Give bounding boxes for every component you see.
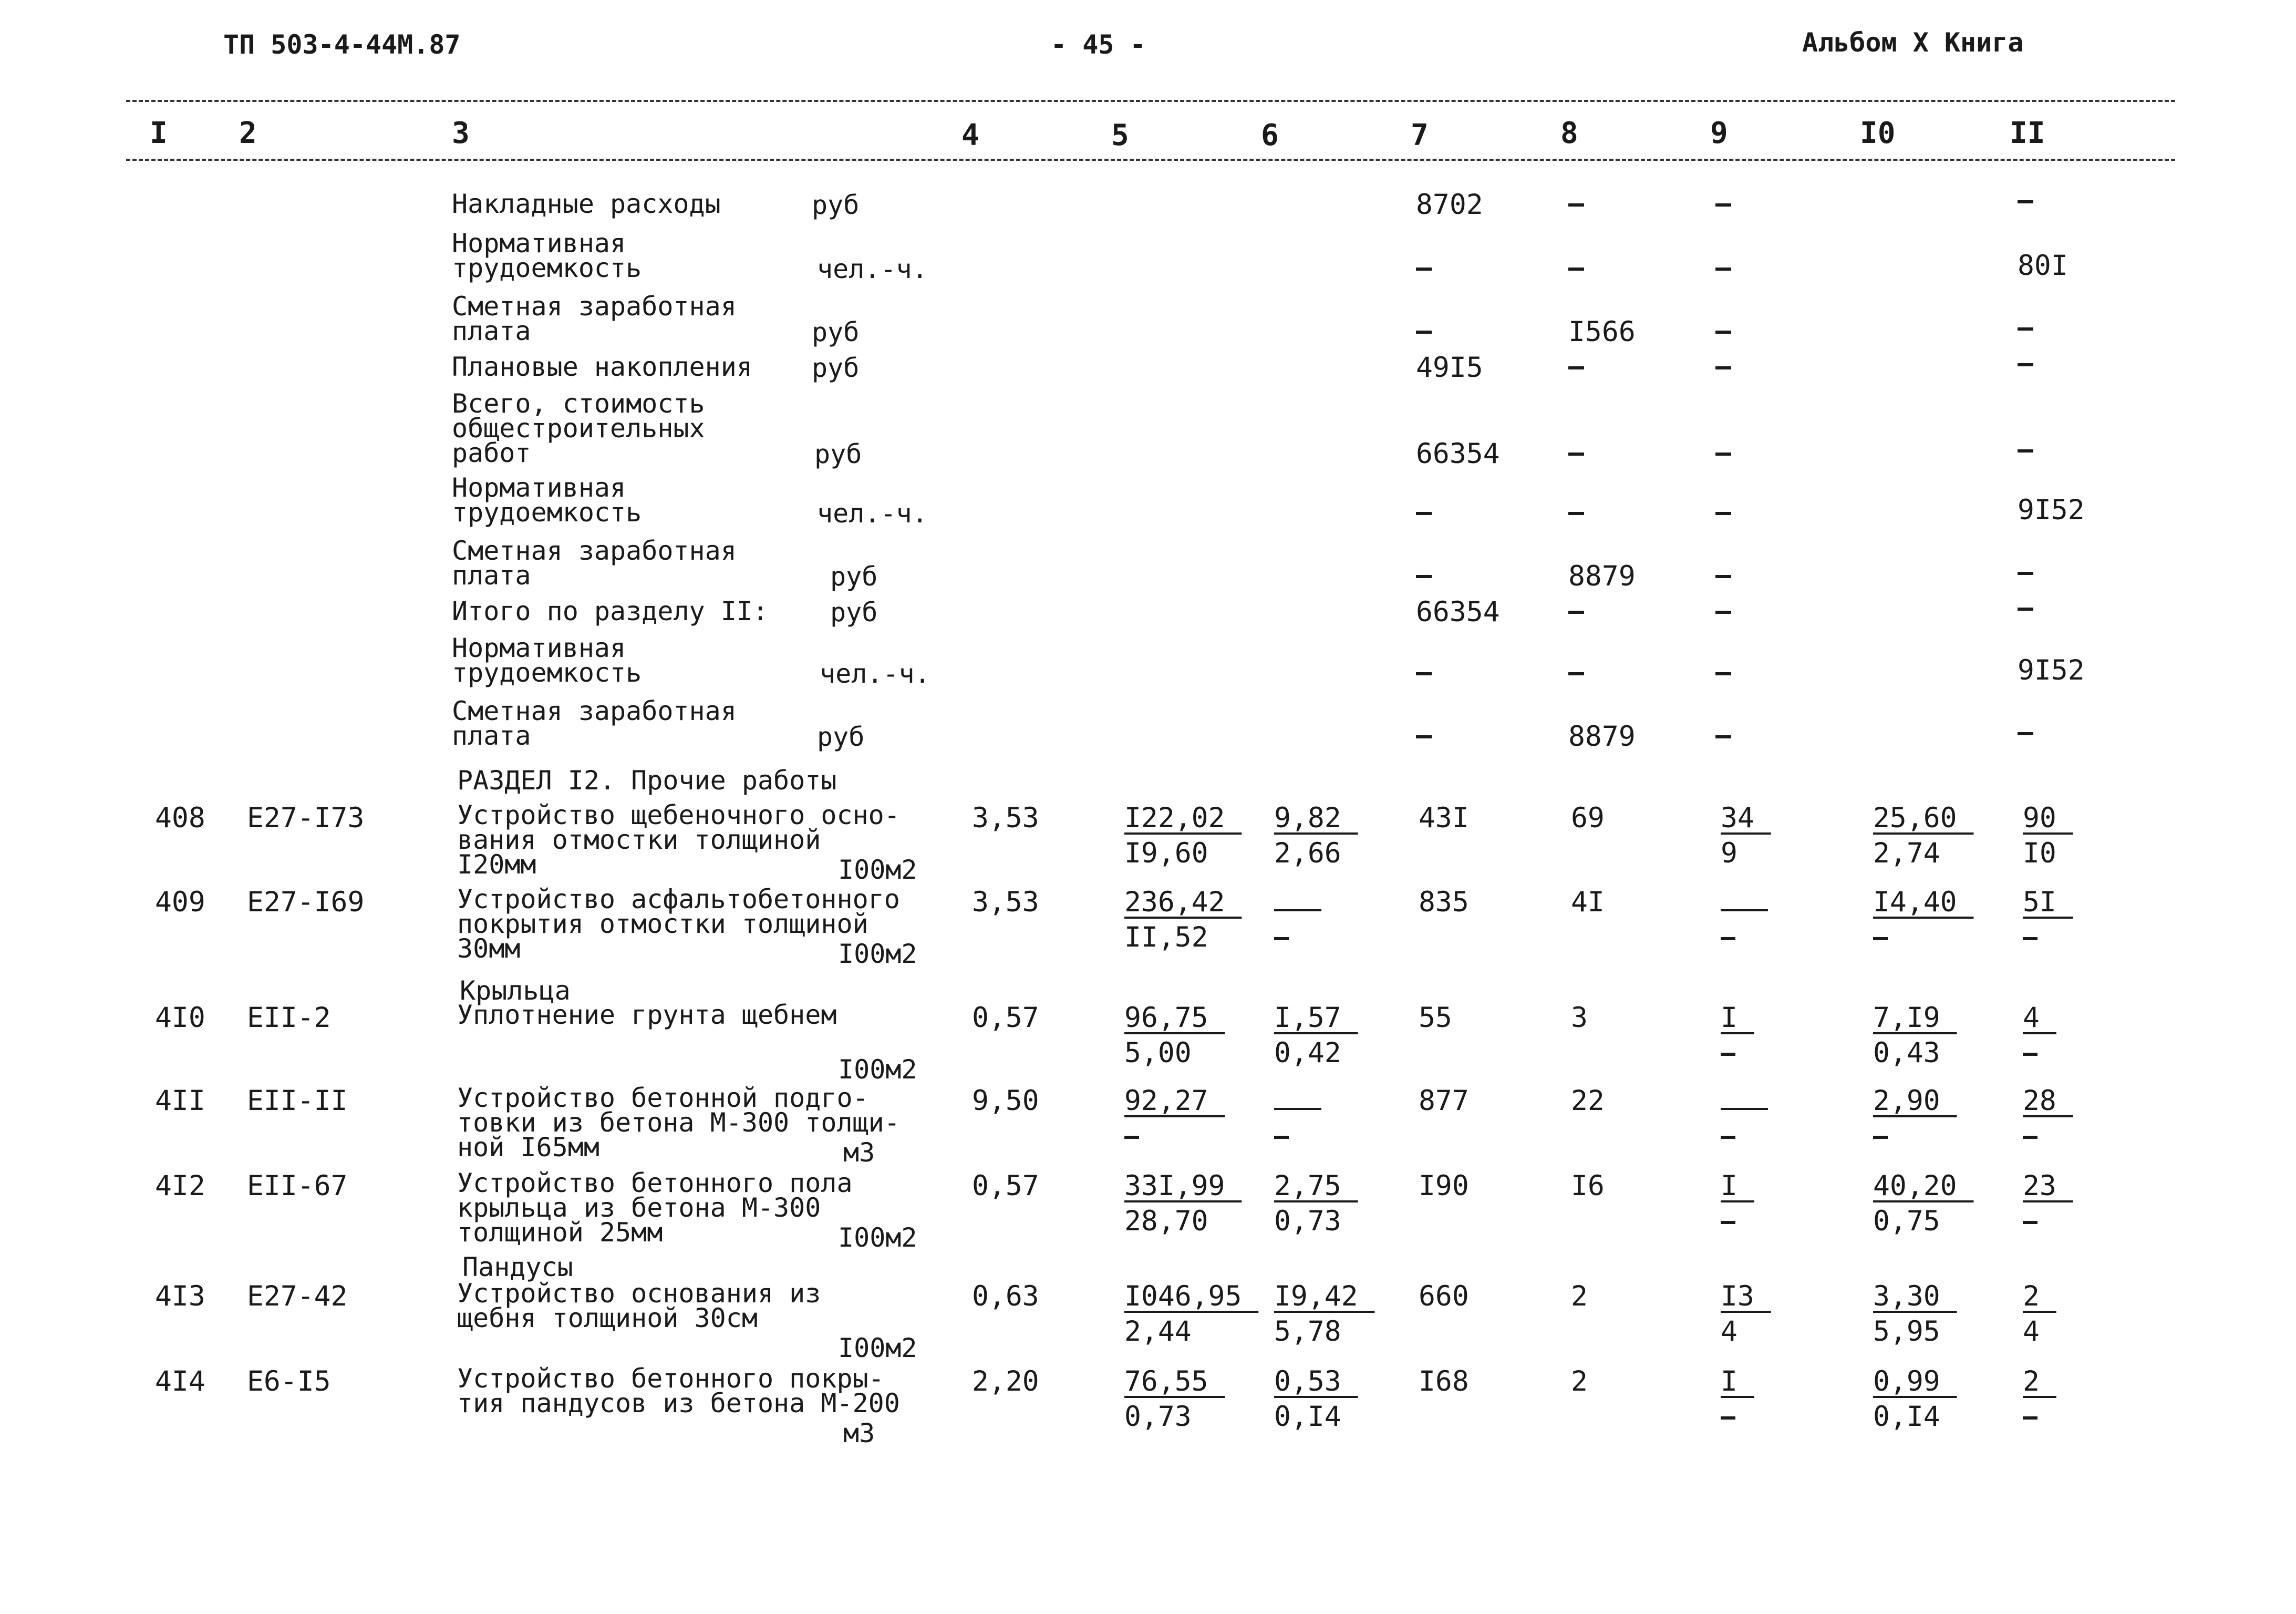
item-col11 — [2023, 1365, 2056, 1431]
summary-col11: 9I52 — [2018, 494, 2085, 526]
item-col10-numerator: I4,40 — [1873, 886, 1974, 918]
item-number: 4I3 — [155, 1280, 205, 1312]
item-col6 — [1274, 1004, 1358, 1067]
summary-col11: 9I52 — [2018, 654, 2085, 686]
summary-col11 — [2018, 327, 2033, 331]
item-col11-numerator: 90 — [2023, 802, 2073, 834]
summary-col11 — [2018, 608, 2033, 611]
summary-col7: 49I5 — [1416, 352, 1483, 384]
item-col6-denominator: 0,42 — [1274, 1037, 1341, 1069]
item-col8: I6 — [1571, 1170, 1605, 1202]
item-col5-denominator: 5,00 — [1124, 1037, 1192, 1069]
item-code: Е27-I73 — [247, 802, 365, 834]
item-col9-numerator — [1721, 888, 1768, 916]
summary-label: Сметная заработная плата — [452, 536, 737, 591]
summary-col7 — [1416, 735, 1432, 738]
item-col8: 3 — [1571, 1002, 1588, 1034]
item-col10-denominator: 0,I4 — [1873, 1401, 1940, 1433]
item-col9 — [1721, 1004, 1754, 1067]
item-col11-denominator — [2023, 1207, 2073, 1235]
item-col6-numerator — [1274, 888, 1321, 916]
summary-col7: 66354 — [1416, 438, 1500, 470]
subhead-ramps: Пандусы — [462, 1252, 573, 1282]
item-col9-denominator — [1721, 1122, 1768, 1150]
col-header-2: 2 — [239, 116, 257, 150]
col-header-4: 4 — [961, 118, 979, 152]
item-col11-denominator: I0 — [2023, 837, 2056, 869]
item-col7: I90 — [1419, 1170, 1469, 1202]
item-description: Устройство щебеночного осно- вания отмостки толщиной I20мм — [457, 800, 900, 880]
item-col6 — [1274, 1087, 1321, 1150]
item-quantity: 2,20 — [972, 1365, 1039, 1397]
item-number: 4I4 — [155, 1365, 205, 1397]
item-col9-numerator: I — [1721, 1365, 1754, 1397]
item-col9 — [1721, 1280, 1771, 1348]
summary-col9 — [1715, 366, 1731, 369]
item-col5-numerator: 96,75 — [1124, 1002, 1225, 1034]
item-code: Е27-42 — [247, 1280, 348, 1312]
item-col10-numerator: 40,20 — [1873, 1170, 1974, 1202]
item-col9-denominator — [1721, 1403, 1754, 1431]
summary-col9 — [1715, 575, 1731, 578]
item-description: Устройство бетонной подго- товки из бетона М-300 толщи- ной I65мм — [457, 1083, 900, 1163]
summary-col9 — [1715, 268, 1731, 271]
item-col6 — [1274, 1172, 1358, 1235]
item-col9 — [1721, 888, 1768, 951]
item-col6-numerator: I,57 — [1274, 1002, 1358, 1034]
summary-col8 — [1568, 611, 1584, 614]
item-col11-denominator — [2023, 1122, 2073, 1150]
item-number: 4I0 — [155, 1002, 205, 1034]
summary-label: Итого по разделу II: — [452, 596, 769, 626]
summary-label: Плановые накопления — [452, 352, 752, 382]
item-code: ЕII-II — [247, 1085, 348, 1117]
summary-col7: 66354 — [1416, 596, 1500, 628]
summary-col9 — [1715, 672, 1731, 675]
item-col11 — [2023, 804, 2073, 867]
item-col5-numerator: I046,95 — [1124, 1280, 1259, 1312]
summary-col7: 8702 — [1416, 189, 1483, 221]
item-col10 — [1873, 1087, 1957, 1150]
item-code: Е6-I5 — [247, 1365, 331, 1397]
summary-label: Накладные расходы — [452, 189, 721, 219]
item-description: Устройство бетонного пола крыльца из бетона М-300 толщиной 25мм — [457, 1168, 853, 1248]
summary-label: Всего, стоимость общестроительных работ — [452, 388, 705, 468]
item-col11-numerator: 4 — [2023, 1002, 2056, 1034]
item-col10 — [1873, 804, 1973, 867]
summary-col7 — [1416, 512, 1432, 515]
item-col11 — [2023, 1087, 2073, 1150]
summary-col8 — [1568, 203, 1584, 207]
item-col9-numerator: 34 — [1721, 802, 1771, 834]
item-col6 — [1274, 1365, 1358, 1433]
item-col7: 660 — [1419, 1280, 1469, 1312]
summary-col9 — [1715, 203, 1731, 207]
item-col5 — [1124, 1004, 1225, 1067]
item-col9 — [1721, 1172, 1754, 1235]
item-col11 — [2023, 1172, 2073, 1235]
item-col6-denominator: 0,73 — [1274, 1205, 1341, 1237]
item-number: 409 — [155, 886, 205, 918]
summary-unit: руб — [814, 439, 862, 469]
item-quantity: 3,53 — [972, 802, 1039, 834]
item-col5-numerator: 76,55 — [1124, 1365, 1225, 1397]
col-header-9: 9 — [1710, 116, 1728, 150]
item-col10 — [1873, 1365, 1957, 1433]
item-col5-denominator: 2,44 — [1124, 1315, 1192, 1348]
item-col9-denominator: 9 — [1721, 837, 1737, 869]
item-code: ЕII-2 — [247, 1002, 331, 1034]
item-unit: м3 — [843, 1137, 875, 1168]
summary-unit: руб — [830, 561, 878, 592]
summary-label: Сметная заработная плата — [452, 696, 737, 751]
item-col10 — [1873, 1172, 1973, 1235]
item-col11-numerator: 2 — [2023, 1365, 2056, 1397]
item-col9-numerator — [1721, 1087, 1768, 1115]
col-header-6: 6 — [1261, 118, 1279, 152]
summary-col8: 8879 — [1568, 560, 1636, 592]
item-col10-numerator: 0,99 — [1873, 1365, 1957, 1397]
item-col7: 835 — [1419, 886, 1469, 918]
item-unit: I00м2 — [838, 1222, 917, 1253]
summary-col11 — [2018, 572, 2033, 575]
item-col6 — [1274, 888, 1321, 951]
summary-col9 — [1715, 611, 1731, 614]
item-col10-numerator: 3,30 — [1873, 1280, 1957, 1312]
summary-col9 — [1715, 331, 1731, 334]
item-col7: 43I — [1419, 802, 1469, 834]
col-header-7: 7 — [1411, 118, 1429, 152]
item-col5-denominator: 28,70 — [1124, 1205, 1208, 1237]
item-col11-numerator: 5I — [2023, 886, 2073, 918]
summary-col9 — [1715, 735, 1731, 738]
summary-col8 — [1568, 512, 1584, 515]
summary-col11 — [2018, 449, 2033, 453]
item-col10 — [1873, 888, 1973, 951]
item-col10-denominator: 2,74 — [1873, 837, 1940, 869]
item-col10-numerator: 7,I9 — [1873, 1002, 1957, 1034]
item-col11 — [2023, 888, 2073, 951]
summary-col9 — [1715, 453, 1731, 456]
item-col11-denominator: 4 — [2023, 1315, 2040, 1348]
item-col5-numerator: I22,02 — [1124, 802, 1242, 834]
item-col6 — [1274, 1280, 1375, 1348]
item-col9-denominator: 4 — [1721, 1315, 1737, 1348]
item-quantity: 0,57 — [972, 1170, 1039, 1202]
summary-unit: чел.-ч. — [817, 498, 928, 529]
summary-unit: руб — [812, 353, 860, 383]
summary-col7 — [1416, 672, 1432, 675]
summary-col8 — [1568, 453, 1584, 456]
summary-col9 — [1715, 512, 1731, 515]
item-col11-numerator: 23 — [2023, 1170, 2073, 1202]
item-col10-denominator — [1873, 923, 1973, 951]
item-col11-denominator — [2023, 1403, 2056, 1431]
item-description: Устройство асфальтобетонного покрытия отмостки толщиной 30мм — [457, 884, 900, 964]
summary-label: Сметная заработная плата — [452, 291, 737, 346]
item-col9-denominator — [1721, 1207, 1754, 1235]
item-quantity: 0,63 — [972, 1280, 1039, 1312]
summary-unit: руб — [830, 597, 878, 628]
item-col10-denominator: 0,43 — [1873, 1037, 1940, 1069]
item-col9 — [1721, 1087, 1768, 1150]
item-number: 4II — [155, 1085, 205, 1117]
item-col5-numerator: 236,42 — [1124, 886, 1242, 918]
summary-col8: 8879 — [1568, 721, 1636, 753]
summary-col8 — [1568, 268, 1584, 271]
item-col5 — [1124, 888, 1242, 951]
item-col5-denominator — [1124, 1122, 1225, 1150]
item-col10-denominator: 5,95 — [1873, 1315, 1940, 1348]
item-col6-denominator: 0,I4 — [1274, 1401, 1341, 1433]
subhead-porch: Крыльца — [460, 975, 571, 1006]
summary-col11: 80I — [2018, 250, 2068, 282]
item-col6-numerator: 9,82 — [1274, 802, 1358, 834]
summary-label: Нормативная трудоемкость — [452, 472, 642, 528]
item-description: Устройство бетонного покры- тия пандусов из бетона М-200 — [457, 1363, 900, 1418]
header-bottom-rule — [126, 159, 2175, 161]
item-unit: I00м2 — [838, 1054, 917, 1085]
summary-unit: руб — [817, 722, 865, 752]
item-col8: 4I — [1571, 886, 1605, 918]
col-header-10: I0 — [1860, 116, 1896, 150]
item-col5 — [1124, 1172, 1242, 1235]
item-description: Устройство основания из щебня толщиной 30см — [457, 1278, 821, 1333]
col-header-3: 3 — [452, 116, 470, 150]
item-col6 — [1274, 804, 1358, 867]
item-col5 — [1124, 1280, 1259, 1348]
section-title: РАЗДЕЛ I2. Прочие работы — [457, 765, 837, 796]
item-quantity: 0,57 — [972, 1002, 1039, 1034]
item-col10-denominator: 0,75 — [1873, 1205, 1940, 1237]
item-col10-denominator — [1873, 1122, 1957, 1150]
item-col9-denominator — [1721, 923, 1768, 951]
item-col9-numerator: I3 — [1721, 1280, 1771, 1312]
item-col11-denominator — [2023, 1039, 2056, 1067]
summary-col7 — [1416, 268, 1432, 271]
item-col10-numerator: 2,90 — [1873, 1085, 1957, 1117]
col-header-8: 8 — [1560, 116, 1578, 150]
item-col5 — [1124, 804, 1242, 867]
summary-col8: I566 — [1568, 316, 1636, 348]
item-col7: 877 — [1419, 1085, 1469, 1117]
item-code: ЕII-67 — [247, 1170, 348, 1202]
item-col5-denominator: II,52 — [1124, 921, 1208, 953]
item-col11-numerator: 28 — [2023, 1085, 2073, 1117]
item-col9-numerator: I — [1721, 1002, 1754, 1034]
summary-col8 — [1568, 366, 1584, 369]
summary-col7 — [1416, 575, 1432, 578]
item-col5-denominator: I9,60 — [1124, 837, 1208, 869]
item-number: 408 — [155, 802, 205, 834]
summary-unit: руб — [812, 317, 860, 347]
item-unit: I00м2 — [838, 855, 917, 885]
summary-col11 — [2018, 732, 2033, 735]
item-col6-numerator — [1274, 1087, 1321, 1115]
page-number: - 45 - — [1051, 29, 1146, 60]
item-col9-numerator: I — [1721, 1170, 1754, 1202]
item-number: 4I2 — [155, 1170, 205, 1202]
item-col6-numerator: I9,42 — [1274, 1280, 1375, 1312]
document-code: ТП 503-4-44М.87 — [223, 29, 461, 60]
item-code: Е27-I69 — [247, 886, 365, 918]
item-col5 — [1124, 1087, 1225, 1150]
item-col9-denominator — [1721, 1039, 1754, 1067]
item-unit: I00м2 — [838, 1333, 917, 1363]
item-col10 — [1873, 1280, 1957, 1348]
item-unit: м3 — [843, 1418, 875, 1448]
item-quantity: 9,50 — [972, 1085, 1039, 1117]
item-unit: I00м2 — [838, 939, 917, 969]
item-col10 — [1873, 1004, 1957, 1067]
item-col8: 69 — [1571, 802, 1605, 834]
item-col6-denominator — [1274, 923, 1321, 951]
summary-col8 — [1568, 672, 1584, 675]
item-col5-numerator: 92,27 — [1124, 1085, 1225, 1117]
item-col7: 55 — [1419, 1002, 1452, 1034]
item-col6-denominator: 5,78 — [1274, 1315, 1341, 1348]
summary-col7 — [1416, 331, 1432, 334]
item-col7: I68 — [1419, 1365, 1469, 1397]
summary-unit: чел.-ч. — [817, 254, 928, 284]
item-col5 — [1124, 1365, 1225, 1433]
item-col9 — [1721, 804, 1771, 867]
summary-unit: чел.-ч. — [820, 659, 930, 689]
item-col6-numerator: 0,53 — [1274, 1365, 1358, 1397]
item-col11-denominator — [2023, 923, 2073, 951]
header-top-rule — [126, 100, 2175, 102]
col-header-11: II — [2010, 116, 2045, 150]
item-col11 — [2023, 1004, 2056, 1067]
summary-label: Нормативная трудоемкость — [452, 228, 642, 283]
item-col5-numerator: 33I,99 — [1124, 1170, 1242, 1202]
item-col10-numerator: 25,60 — [1873, 802, 1974, 834]
item-col11-numerator: 2 — [2023, 1280, 2056, 1312]
item-description: Уплотнение грунта щебнем — [457, 1000, 837, 1030]
col-header-1: I — [150, 116, 168, 150]
item-col9 — [1721, 1365, 1754, 1431]
item-col6-denominator: 2,66 — [1274, 837, 1341, 869]
summary-col11 — [2018, 363, 2033, 366]
item-col8: 2 — [1571, 1280, 1588, 1312]
summary-col11 — [2018, 200, 2033, 203]
item-col8: 22 — [1571, 1085, 1605, 1117]
item-col6-numerator: 2,75 — [1274, 1170, 1358, 1202]
item-col8: 2 — [1571, 1365, 1588, 1397]
item-col5-denominator: 0,73 — [1124, 1401, 1192, 1433]
item-col6-denominator — [1274, 1122, 1321, 1150]
summary-label: Нормативная трудоемкость — [452, 633, 642, 688]
item-col11 — [2023, 1280, 2056, 1348]
album-label: Альбом X Книга — [1802, 27, 2024, 58]
summary-unit: руб — [812, 190, 860, 220]
col-header-5: 5 — [1111, 118, 1129, 152]
item-quantity: 3,53 — [972, 886, 1039, 918]
